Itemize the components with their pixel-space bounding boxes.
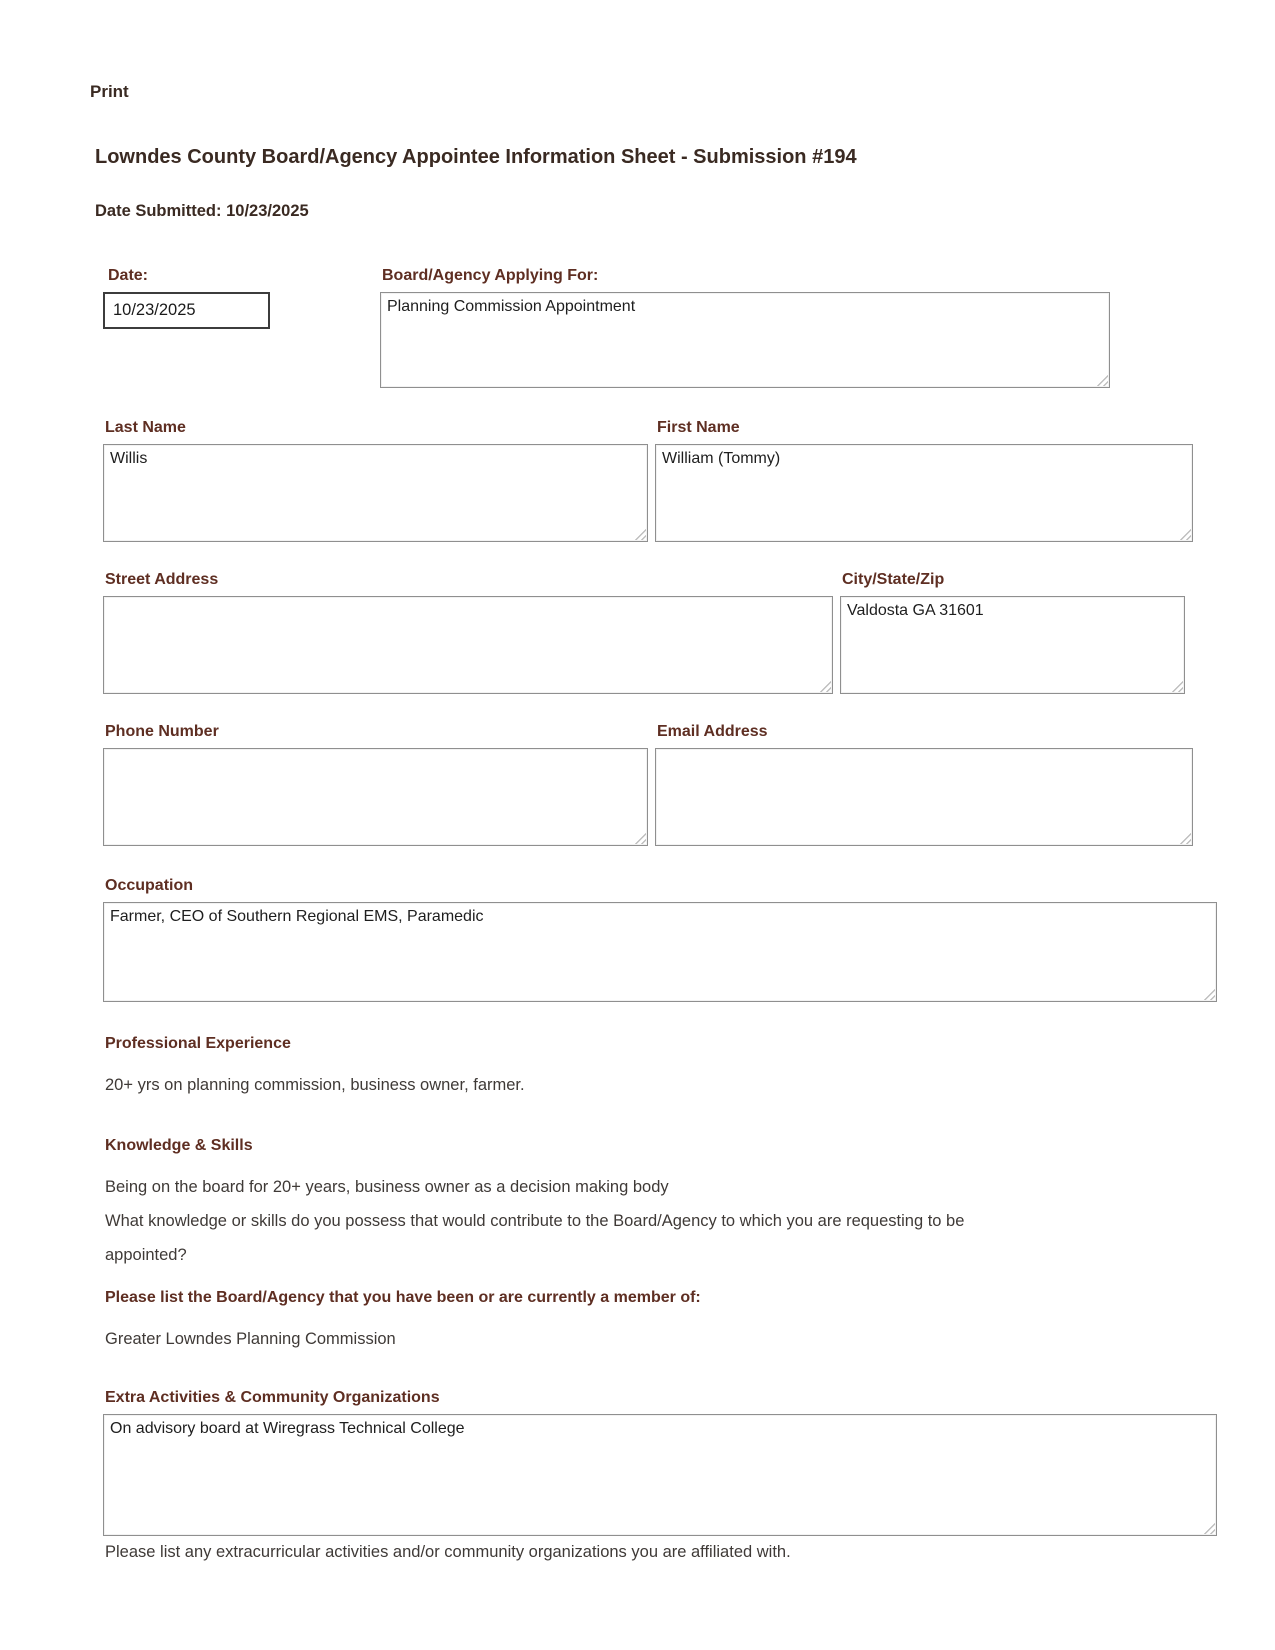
knowledge-skills-answer: Being on the board for 20+ years, business owner as a decision making body (105, 1178, 669, 1196)
phone-label: Phone Number (105, 723, 219, 740)
professional-experience-text: 20+ yrs on planning commission, business owner, farmer. (105, 1076, 525, 1094)
first-name-label: First Name (657, 419, 740, 436)
date-label: Date: (108, 267, 149, 284)
extra-activities-label: Extra Activities & Community Organizations (105, 1389, 440, 1406)
board-agency-textarea[interactable] (380, 292, 1110, 388)
extra-activities-textarea[interactable] (103, 1414, 1217, 1536)
email-field (655, 748, 1193, 846)
print-button[interactable]: Print (90, 82, 129, 101)
extra-activities-field (103, 1414, 1217, 1536)
email-textarea[interactable] (655, 748, 1193, 846)
first-name-textarea[interactable] (655, 444, 1193, 542)
city-state-zip-label: City/State/Zip (842, 571, 945, 588)
last-name-textarea[interactable] (103, 444, 648, 542)
email-label: Email Address (657, 723, 768, 740)
city-state-zip-textarea[interactable] (840, 596, 1185, 694)
board-membership-text: Greater Lowndes Planning Commission (105, 1330, 396, 1348)
occupation-field (103, 902, 1217, 1002)
board-agency-label: Board/Agency Applying For: (382, 267, 599, 284)
knowledge-skills-label: Knowledge & Skills (105, 1137, 253, 1154)
phone-textarea[interactable] (103, 748, 648, 846)
date-submitted: Date Submitted: 10/23/2025 (95, 202, 309, 220)
occupation-label: Occupation (105, 877, 194, 894)
city-state-zip-field (840, 596, 1185, 694)
street-address-label: Street Address (105, 571, 219, 588)
extra-activities-help-text: Please list any extracurricular activities and/or community organizations you are affiliated with. (105, 1543, 791, 1561)
board-agency-field (380, 292, 1110, 388)
last-name-field (103, 444, 648, 542)
street-address-field (103, 596, 833, 694)
professional-experience-label: Professional Experience (105, 1035, 291, 1052)
street-address-textarea[interactable] (103, 596, 833, 694)
last-name-label: Last Name (105, 419, 186, 436)
date-input[interactable] (103, 292, 270, 329)
knowledge-skills-question: What knowledge or skills do you possess that would contribute to the Board/Agency to which you are requesting to be appointed? (105, 1212, 965, 1264)
occupation-textarea[interactable] (103, 902, 1217, 1002)
page-title: Lowndes County Board/Agency Appointee Information Sheet - Submission #194 (95, 146, 857, 168)
first-name-field (655, 444, 1193, 542)
phone-field (103, 748, 648, 846)
board-membership-label: Please list the Board/Agency that you have been or are currently a member of: (105, 1289, 701, 1306)
